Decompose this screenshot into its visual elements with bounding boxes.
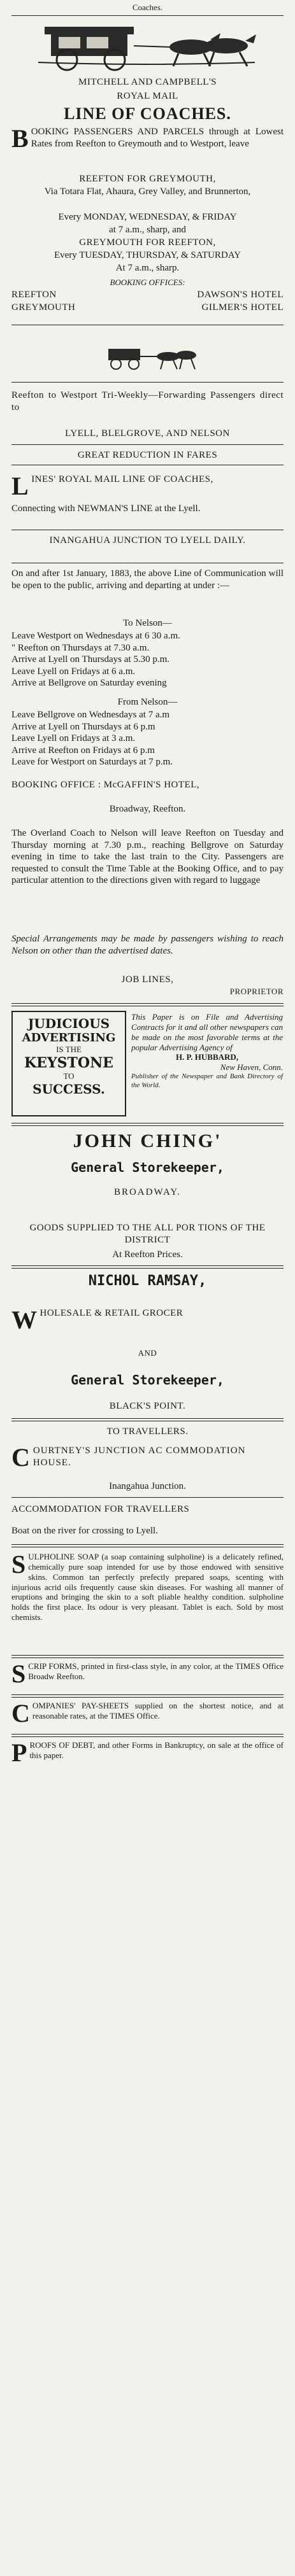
divider xyxy=(11,1003,284,1006)
dropcap: S xyxy=(11,1550,26,1579)
ramsay-name: NICHOL RAMSAY, xyxy=(88,1273,207,1289)
lines-title: INES' ROYAL MAIL LINE OF COACHES, xyxy=(31,474,213,484)
office-row xyxy=(11,289,284,301)
boat-notice: Boat on the river for crossing to Lyell. xyxy=(11,1526,158,1536)
dropcap: W xyxy=(11,1306,38,1334)
travellers-heading: TO TRAVELLERS. xyxy=(106,1426,189,1437)
courtney-location: Inangahua Junction. xyxy=(109,1481,186,1491)
office-hotel: GILMER'S HOTEL xyxy=(201,302,284,313)
ching-goods: GOODS SUPPLIED TO THE ALL POR TIONS OF THE DISTRICT xyxy=(29,1223,266,1245)
courtney-name: OURTNEY'S JUNCTION AC COMMODATION HOUSE. xyxy=(32,1446,246,1468)
divider xyxy=(11,1497,284,1498)
divider xyxy=(11,1734,284,1737)
divider xyxy=(11,1123,284,1126)
divider xyxy=(11,382,284,383)
royal-mail-heading: ROYAL MAIL xyxy=(117,91,178,101)
advertiser-names: MITCHELL AND CAMPBELL'S xyxy=(78,77,217,87)
badge-advertising: ADVERTISING xyxy=(22,1031,116,1045)
badge-to: TO xyxy=(63,1071,75,1081)
proprietor-title: PROPRIETOR xyxy=(229,987,284,996)
dropcap: C xyxy=(11,1699,30,1728)
special-arrangements: Special Arrangements may be made by passengers wishing to reach Nelson on other than the advertised dates. xyxy=(11,934,284,956)
soap-advert xyxy=(11,1552,284,1622)
schedule-row: Leave Lyell on Fridays at 6 a.m. xyxy=(11,666,136,677)
hubbard-publisher: Publisher of the Newspaper and Bank Directory of the World. xyxy=(131,1073,283,1089)
proofs-advert xyxy=(11,1738,284,1767)
advertising-badge xyxy=(11,1011,126,1116)
schedule-row: Leave Bellgrove on Wednesdays at 7 a.m xyxy=(11,710,170,720)
booking-office: BOOKING OFFICE : McGAFFIN'S HOTEL, xyxy=(11,780,200,790)
route-reefton-greymouth: REEFTON FOR GREYMOUTH, xyxy=(79,174,216,184)
companies-advert xyxy=(11,1699,284,1728)
from-nelson-heading: From Nelson— xyxy=(117,697,178,707)
schedule-row: Arrive at Lyell on Thursdays at 5.30 p.m. xyxy=(11,654,170,665)
ching-prices: At Reefton Prices. xyxy=(112,1249,183,1260)
office-town: REEFTON xyxy=(11,290,57,300)
booking-paragraph xyxy=(11,124,284,153)
soap-text: ULPHOLINE SOAP (a soap containing sulpholine) is a delicately refined, chemically pure soap intended for use by those endowed with sensitive skins. Common tan perfectly prefectly prepared soaps, scenting with injurious acrid oils frequently cause skin diseases. For washing all manner of eruptions and bringing the skin to a soft pliable healthy condition. sulpholine holds the first place. Its odour is very pleasant. Tablet is each. Sold by most chemists. xyxy=(11,1552,284,1622)
schedule-row: " Reefton on Thursdays at 7.30 a.m. xyxy=(11,642,150,653)
hubbard-city: New Haven, Conn. xyxy=(220,1062,283,1073)
badge-keystone: KEYSTONE xyxy=(24,1054,113,1071)
badge-judicious: JUDICIOUS xyxy=(27,1016,110,1031)
accommodation-heading: ACCOMMODATION FOR TRAVELLERS xyxy=(11,1504,190,1514)
dropcap: B xyxy=(11,124,29,153)
ramsay-line: General Storekeeper, xyxy=(71,1372,224,1388)
overland-coach-notice: The Overland Coach to Nelson will leave Reefton on Tuesday and Thursday morning at 7.30 p.m., reaching Bellgrove on Saturday evening in time to take the last train to the City. Passengers are requested to consult the Time Table at the Booking Office, and to pay particular attention to the directions given with regard to luggage xyxy=(11,828,284,886)
schedule-row: Leave Westport on Wednesdays at 6 30 a.m. xyxy=(11,631,180,641)
courtney-title-paragraph xyxy=(11,1443,284,1472)
dropcap: L xyxy=(11,472,29,500)
booking-text: OOKING PASSENGERS AND PARCELS through at Lowest Rates from Reefton to Greymouth and to Westport, leave xyxy=(31,127,284,149)
hubbard-notice xyxy=(131,1012,283,1090)
schedule-row: Leave Lyell on Fridays at 3 a.m. xyxy=(11,733,136,744)
schedule-row: Arrive at Bellgrove on Saturday evening xyxy=(11,678,167,689)
small-coach-illustration xyxy=(102,344,198,372)
reduction-heading: GREAT REDUCTION IN FARES xyxy=(77,450,218,460)
office-town: GREYMOUTH xyxy=(11,302,76,313)
ching-name: JOHN CHING' xyxy=(73,1130,222,1151)
ramsay-trade-line xyxy=(11,1306,284,1334)
badge-success: SUCCESS. xyxy=(32,1081,105,1097)
ramsay-trade: HOLESALE & RETAIL GROCER xyxy=(40,1308,183,1318)
ching-address: BROADWAY. xyxy=(113,1187,182,1197)
ching-line: General Storekeeper, xyxy=(71,1160,224,1175)
badge-is-the: IS THE xyxy=(56,1045,82,1054)
scrip-advert xyxy=(11,1659,284,1688)
divider xyxy=(11,15,284,16)
to-nelson-schedule xyxy=(11,630,284,689)
proofs-text: ROOFS OF DEBT, and other Forms in Bankruptcy, on sale at the office of this paper. xyxy=(29,1740,284,1760)
scrip-text: CRIP FORMS, printed in first-class style, in any color, at the TIMES Office Broadw Reefton. xyxy=(28,1661,284,1681)
schedule-row: Leave for Westport on Saturdays at 7 p.m. xyxy=(11,757,173,768)
divider xyxy=(11,1418,284,1421)
divider xyxy=(11,444,284,445)
ramsay-address: BLACK'S POINT. xyxy=(109,1401,186,1411)
divider xyxy=(11,1265,284,1269)
office-hotel: DAWSON'S HOTEL xyxy=(197,290,284,300)
route-via: Via Totara Flat, Ahaura, Grey Valley, and Brunnerton, xyxy=(44,187,251,197)
booking-office-address: Broadway, Reefton. xyxy=(109,804,186,814)
divider xyxy=(11,1655,284,1658)
to-nelson-heading: To Nelson— xyxy=(123,618,172,628)
schedule-intro: On and after 1st January, 1883, the above Line of Communication will be open to the public, arriving and departing at under :— xyxy=(11,568,284,591)
section-header: Coaches. xyxy=(132,3,163,12)
time-return: At 7 a.m., sharp. xyxy=(115,263,180,273)
hubbard-text: This Paper is on File and Advertising Contracts for it and all other newspapers can be made on the most favorable terms at the popular Advertising Agency of xyxy=(131,1012,283,1052)
dropcap: P xyxy=(11,1738,27,1767)
schedule-row: Arrive at Lyell on Thursdays at 6 p.m xyxy=(11,721,155,732)
coach-line-title: LINE OF COACHES. xyxy=(64,104,231,123)
divider xyxy=(11,1694,284,1698)
from-nelson-schedule xyxy=(11,709,284,768)
time-outbound: at 7 a.m., sharp, and xyxy=(109,225,186,235)
destinations: LYELL, BLELGROVE, AND NELSON xyxy=(65,428,230,439)
tri-weekly-intro: Reefton to Westport Tri-Weekly—Forwarding Passengers direct to xyxy=(11,390,284,412)
stagecoach-illustration xyxy=(25,20,268,75)
hubbard-agent: H. P. HUBBARD, xyxy=(175,1052,239,1062)
route-greymouth-reefton: GREYMOUTH FOR REEFTON, xyxy=(79,237,216,248)
dropcap: C xyxy=(11,1443,31,1472)
connecting-line: Connecting with NEWMAN'S LINE at the Lyell. xyxy=(11,503,201,514)
divider xyxy=(11,1544,284,1547)
proprietor-name: JOB LINES, xyxy=(121,975,174,985)
days-return: Every TUESDAY, THURSDAY, & SATURDAY xyxy=(54,250,241,260)
dropcap: S xyxy=(11,1659,26,1688)
days-outbound: Every MONDAY, WEDNESDAY, & FRIDAY xyxy=(58,212,237,222)
schedule-row: Arrive at Reefton on Fridays at 6 p.m xyxy=(11,745,155,756)
office-row xyxy=(11,302,284,314)
junction-heading: INANGAHUA JUNCTION TO LYELL DAILY. xyxy=(49,535,246,545)
ramsay-and: AND xyxy=(138,1348,157,1358)
lines-title-paragraph xyxy=(11,472,284,500)
booking-offices-heading: BOOKING OFFICES: xyxy=(110,278,185,287)
companies-text: OMPANIES' PAY-SHEETS supplied on the shortest notice, and at reasonable rates, at the TIMES Office. xyxy=(32,1701,284,1721)
